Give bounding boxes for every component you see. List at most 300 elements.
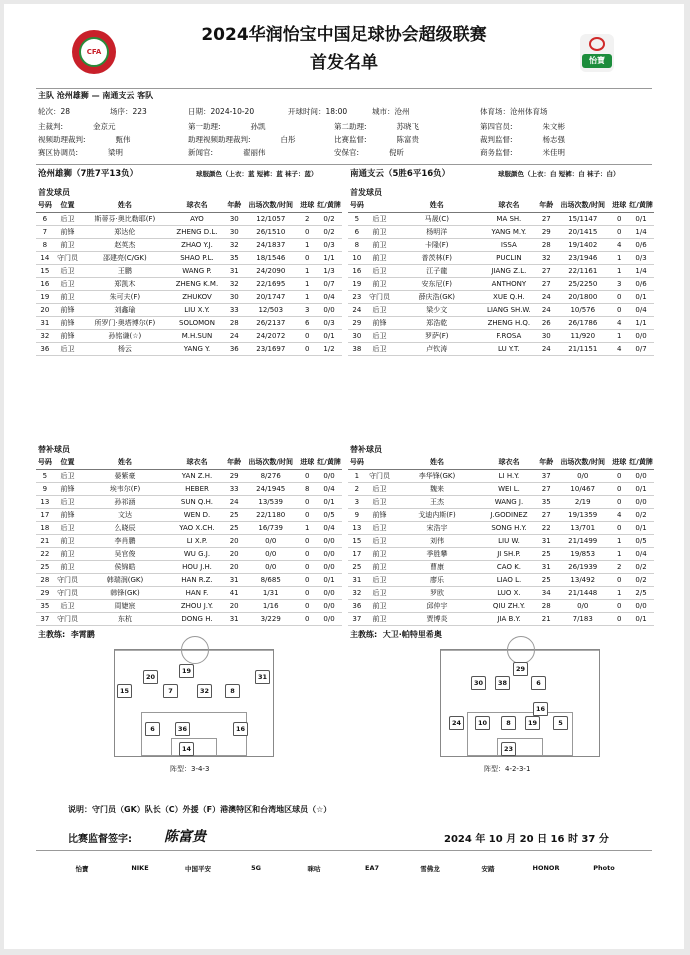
header [4,4,684,88]
player-cell: 前锋 [366,508,394,521]
player-cell: 0/0 [555,599,610,612]
player-cell: 前卫 [54,560,82,573]
player-cell: 0 [610,495,628,508]
player-cell: 0 [610,573,628,586]
player-cell: 8 [298,482,316,495]
player-cell: YANG M.Y. [480,225,537,238]
match-info-field: 第四官员: 朱文彬 [480,122,566,131]
player-cell: HEBER [169,482,226,495]
player-row [36,469,342,482]
player-row [36,547,342,560]
player-row [348,303,654,316]
player-cell: 0/3 [316,238,342,251]
player-cell: 32 [36,329,54,342]
player-cell: 1 [298,264,316,277]
column-header: 号码 [348,199,366,212]
player-row [348,547,654,560]
home-formation-pitch [114,649,274,757]
player-cell: 王杰 [393,495,480,508]
column-header: 红/黄牌 [316,199,342,212]
player-cell: 0/1 [628,290,654,303]
player-cell: 0/2 [628,560,654,573]
player-cell: 0/4 [316,482,342,495]
player-cell: 5 [348,212,366,225]
player-cell: 东杭 [81,612,168,625]
player-cell: 0/1 [628,612,654,625]
sponsor-logo: 中国平安 [185,865,211,873]
player-cell: 杨云 [81,342,168,355]
player-cell: 19/1402 [555,238,610,251]
player-row [348,277,654,290]
player-cell: LI H.Y. [481,469,538,482]
player-cell: 31 [36,316,54,329]
player-cell: 31 [225,573,243,586]
player-cell: 前锋 [54,316,82,329]
player-cell: 24 [225,329,243,342]
player-cell: 30 [348,329,366,342]
player-cell: 31 [225,264,243,277]
player-cell: WU G.J. [169,547,226,560]
player-cell: 邱仲宇 [393,599,480,612]
player-cell: 3 [348,495,366,508]
player-shirt-icon: 8 [501,716,516,730]
match-info-field: 开球时间：18:00 [288,107,348,116]
player-cell: 37 [36,612,54,625]
player-cell: 20/1415 [555,225,610,238]
player-cell: 0 [298,586,316,599]
player-cell: 26/1510 [243,225,298,238]
player-cell: 24 [537,303,555,316]
player-cell: 前锋 [54,508,82,521]
player-cell: HAN F. [169,586,226,599]
column-header: 球衣名 [481,456,538,469]
player-cell: 21 [537,612,555,625]
column-header: 进球 [298,199,316,212]
player-cell: 20/1747 [243,290,298,303]
player-cell: 21 [36,534,54,547]
player-cell: 卡隆(F) [393,238,480,251]
player-cell: YANG Y. [169,342,226,355]
player-cell: 0 [298,508,316,521]
teams-line: 主队 沧州雄狮 — 南通支云 客队 [38,91,154,100]
player-cell: 0/1 [316,495,342,508]
player-row [36,277,342,290]
player-cell: ZHENG D.L. [169,225,226,238]
player-cell: LIANG SH.W. [480,303,537,316]
player-cell: 所罗门·奥塔博尔(F) [81,316,168,329]
player-cell: 3 [610,277,628,290]
player-cell: 0 [610,612,628,625]
player-cell: 孙铭谦(☆) [81,329,168,342]
player-cell: 0 [610,521,628,534]
player-cell: 0/6 [628,277,654,290]
player-cell: 1 [298,238,316,251]
player-cell: M.H.SUN [169,329,226,342]
player-shirt-icon: 10 [475,716,490,730]
player-cell: 32 [537,251,555,264]
player-cell: 0/2 [316,212,342,225]
player-cell: 15 [36,264,54,277]
player-cell: LUO X. [481,586,538,599]
player-cell: 0 [298,560,316,573]
supervisor-signature: 陈富贵 [164,829,206,845]
player-cell: 0 [298,469,316,482]
player-row [348,342,654,355]
player-cell: 1 [610,547,628,560]
away-subs-label: 替补球员 [350,445,382,454]
player-cell: 后卫 [54,495,82,508]
sponsor-logo: 安踏 [481,865,495,873]
player-cell: 宋浩宇 [393,521,480,534]
player-cell: ANTHONY [480,277,537,290]
player-cell: 32 [225,238,243,251]
away-formation: 阵型：4-2-3-1 [484,765,531,773]
player-cell: 王鹏 [81,264,168,277]
player-cell: 前卫 [366,612,394,625]
player-cell: J.GODINEZ [481,508,538,521]
player-cell: 卢钦涛 [393,342,480,355]
player-cell: 34 [537,586,555,599]
sponsor-logo: Photo [593,864,615,872]
player-cell: 16 [348,264,366,277]
player-cell: 0/7 [316,277,342,290]
player-cell: ZHAO Y.J. [169,238,226,251]
player-cell: 0/1 [316,329,342,342]
player-cell: 1 [298,277,316,290]
player-cell: 36 [348,599,366,612]
player-cell: 0/0 [628,469,654,482]
player-shirt-icon: 32 [197,684,212,698]
player-shirt-icon: 29 [513,662,528,676]
column-header: 年龄 [225,456,243,469]
player-cell: 后卫 [54,469,82,482]
player-cell: 32 [348,586,366,599]
player-cell: 26/2137 [243,316,298,329]
player-cell: 0 [610,290,628,303]
player-cell: 1 [348,469,366,482]
player-cell: 13 [348,521,366,534]
player-cell: AYO [169,212,226,225]
player-cell: 36 [36,342,54,355]
player-cell: 刘鑫瑜 [81,303,168,316]
player-cell: 38 [348,342,366,355]
player-cell: 28 [537,238,555,251]
supervisor-sign-label: 比赛监督签字: [68,834,132,845]
player-shirt-icon: 16 [233,722,248,736]
player-cell: 27 [537,508,555,521]
player-cell: 35 [537,495,555,508]
player-cell: 后卫 [366,534,394,547]
player-cell: 15 [348,534,366,547]
player-cell: 33 [225,482,243,495]
player-cell: 25 [348,560,366,573]
divider [36,164,652,165]
home-team-name: 沧州雄狮（7胜7平13负） [38,169,139,179]
player-cell: 0 [298,534,316,547]
column-header: 号码 [36,456,54,469]
player-cell: 0 [610,212,628,225]
player-row [348,508,654,521]
player-cell: 0 [298,573,316,586]
player-cell: 晏紫豪 [81,469,168,482]
match-info-field: 场序：223 [110,107,147,116]
player-cell: 0 [298,495,316,508]
column-header: 进球 [298,456,316,469]
player-cell: 29 [537,225,555,238]
away-starters-label: 首发球员 [350,188,382,197]
sponsor-logo: 怡寶 [580,34,614,72]
home-subs-table [36,456,342,626]
player-cell: 马晟(C) [393,212,480,225]
player-cell: 罗萨(F) [393,329,480,342]
player-cell: 郑凯木 [81,277,168,290]
player-cell: 0/0 [628,329,654,342]
player-cell: 24/1945 [243,482,298,495]
player-cell: 朱可夫(F) [81,290,168,303]
player-row [348,316,654,329]
player-cell: 30 [225,212,243,225]
player-cell: 0 [298,612,316,625]
player-row [348,329,654,342]
player-cell: 郑浩乾 [393,316,480,329]
pitch-marking [507,636,535,664]
player-cell: ZHENG H.Q. [480,316,537,329]
player-cell: 10/467 [555,482,610,495]
player-cell: 27 [537,482,555,495]
divider [36,88,652,89]
player-cell: 后卫 [54,599,82,612]
player-cell: 0/1 [628,482,654,495]
player-cell: 8/685 [243,573,298,586]
column-header: 年龄 [537,199,555,212]
player-cell: 31 [225,612,243,625]
player-cell: 18/1546 [243,251,298,264]
player-shirt-icon: 19 [179,664,194,678]
player-cell: 0/2 [628,508,654,521]
match-info-field: 赛区协调员: 梁明 [38,148,124,157]
player-cell: 29 [225,469,243,482]
player-cell: 30 [537,329,555,342]
player-cell: 0 [610,469,628,482]
player-cell: 1/2 [316,342,342,355]
player-cell: 0 [610,482,628,495]
player-cell: 0/1 [628,521,654,534]
player-cell: 1 [610,264,628,277]
match-info-field: 体育场：沧州体育场 [480,107,548,116]
player-shirt-icon: 6 [145,722,160,736]
player-cell: 25 [537,573,555,586]
player-cell: 0/3 [628,251,654,264]
match-info-field: 轮次：28 [38,107,71,116]
player-cell: HAN R.Z. [169,573,226,586]
away-subs-table [348,456,654,626]
sponsor-logo: 怡寶 [75,865,89,873]
player-cell: 1/31 [243,586,298,599]
player-cell: 戈迪内斯(F) [393,508,480,521]
player-cell: 0/1 [316,573,342,586]
player-cell: 19 [348,277,366,290]
player-cell: 曹康 [393,560,480,573]
player-cell: 前卫 [366,251,394,264]
player-cell: 守门员 [366,469,394,482]
player-cell: 2/19 [555,495,610,508]
player-cell: 0/0 [628,495,654,508]
player-row [36,482,342,495]
player-cell: 孙祁涵 [81,495,168,508]
player-cell: 韩锋(GK) [81,586,168,599]
match-info-field: 助理视频助理裁判: 白彤 [188,135,296,144]
player-cell: 前锋 [54,329,82,342]
column-header: 进球 [610,199,628,212]
player-row [348,225,654,238]
player-cell: 4 [610,508,628,521]
player-cell: 21/1448 [555,586,610,599]
sponsor-logo: 5G [251,864,261,872]
player-cell: 贾博炎 [393,612,480,625]
player-cell: 后卫 [54,521,82,534]
player-cell: 1 [610,586,628,599]
player-cell: 22/1695 [243,277,298,290]
player-cell: 31 [537,534,555,547]
lineup-sheet [4,4,684,949]
sponsor-logo: 咪咕 [307,865,321,873]
player-cell: 0/0 [243,534,298,547]
column-header: 位置 [54,199,82,212]
player-cell: 0/0 [628,599,654,612]
home-kit-colors: 球服颜色（上衣：蓝 短裤：蓝 袜子：蓝） [196,170,318,178]
player-cell: 0 [298,342,316,355]
player-cell: 22/1180 [243,508,298,521]
player-cell: 0/0 [316,612,342,625]
player-cell: 0/0 [316,469,342,482]
player-cell: 19 [36,290,54,303]
player-cell: 20 [225,599,243,612]
player-cell: 1 [298,290,316,303]
player-cell: WANG J. [481,495,538,508]
player-cell: 0/5 [316,508,342,521]
column-header: 红/黄牌 [316,456,342,469]
player-cell: 25 [36,560,54,573]
player-shirt-icon: 14 [179,742,194,756]
player-cell: 守门员 [54,612,82,625]
player-cell: 23/1697 [243,342,298,355]
player-cell: 0 [298,329,316,342]
player-row [348,495,654,508]
player-shirt-icon: 6 [531,676,546,690]
player-cell: 守门员 [54,586,82,599]
column-header: 出场次数/时间 [555,456,610,469]
player-cell: 28 [225,316,243,329]
player-cell: 30 [225,225,243,238]
player-cell: 0/7 [628,342,654,355]
player-cell: 2/5 [628,586,654,599]
player-shirt-icon: 16 [533,702,548,716]
player-cell: QIU ZH.Y. [481,599,538,612]
player-row [36,303,342,316]
home-starters-table [36,199,342,356]
player-cell: 0/2 [628,573,654,586]
player-cell: SHAO P.L. [169,251,226,264]
player-cell: 0/6 [628,238,654,251]
column-header: 姓名 [393,456,480,469]
column-header: 红/黄牌 [628,199,654,212]
pitch-marking [181,636,209,664]
player-row [348,251,654,264]
player-cell: WEN D. [169,508,226,521]
column-header: 进球 [610,456,628,469]
player-cell: 前卫 [54,534,82,547]
player-cell: 1/1 [628,316,654,329]
player-cell: 14 [36,251,54,264]
player-row [36,560,342,573]
player-cell: 前卫 [366,225,394,238]
player-cell: 廖乐 [393,573,480,586]
player-cell: 26/1939 [555,560,610,573]
player-row [36,495,342,508]
column-header: 出场次数/时间 [555,199,610,212]
player-cell: 24 [225,495,243,508]
player-cell: 李华锋(GK) [393,469,480,482]
player-cell: 1/3 [316,264,342,277]
page-subtitle: 首发名单 [310,53,378,73]
column-header: 姓名 [81,199,168,212]
player-cell: 7 [36,225,54,238]
match-info-field: 视频助理裁判: 甄伟 [38,135,131,144]
player-cell: HOU J.H. [169,560,226,573]
player-row [348,599,654,612]
player-cell: 13/492 [555,573,610,586]
player-cell: 19/853 [555,547,610,560]
match-info-field: 商务监督: 米佳明 [480,148,566,157]
player-cell: YAN Z.H. [169,469,226,482]
player-cell: 5 [36,469,54,482]
player-cell: 0/0 [316,534,342,547]
player-shirt-icon: 36 [175,722,190,736]
column-header: 姓名 [393,199,480,212]
player-cell: 前锋 [54,303,82,316]
player-cell: XUE Q.H. [480,290,537,303]
player-cell: 31 [537,560,555,573]
player-cell: 21/1499 [555,534,610,547]
player-cell: F.ROSA [480,329,537,342]
player-cell: 梁少文 [393,303,480,316]
player-cell: 9 [348,508,366,521]
match-info-field: 日期：2024-10-20 [188,107,255,116]
player-row [348,469,654,482]
player-cell: 韩瑞润(GK) [81,573,168,586]
player-cell: 1 [610,329,628,342]
player-cell: 1/4 [628,264,654,277]
player-cell: 0/4 [316,290,342,303]
player-row [348,560,654,573]
match-info-field: 城市：沧州 [372,107,410,116]
player-row [348,482,654,495]
player-cell: 35 [225,251,243,264]
player-cell: 后卫 [366,303,394,316]
player-cell: 安东尼(F) [393,277,480,290]
player-cell: 2 [610,560,628,573]
player-cell: 0/5 [628,534,654,547]
player-cell: 20 [225,547,243,560]
player-cell: 37 [537,469,555,482]
player-cell: 29 [36,586,54,599]
player-cell: 25 [225,521,243,534]
player-cell: 35 [36,599,54,612]
sign-datetime: 2024 年 10 月 20 日 16 时 37 分 [444,834,609,845]
player-row [36,521,342,534]
player-cell: 0 [298,599,316,612]
player-cell: 0 [610,599,628,612]
